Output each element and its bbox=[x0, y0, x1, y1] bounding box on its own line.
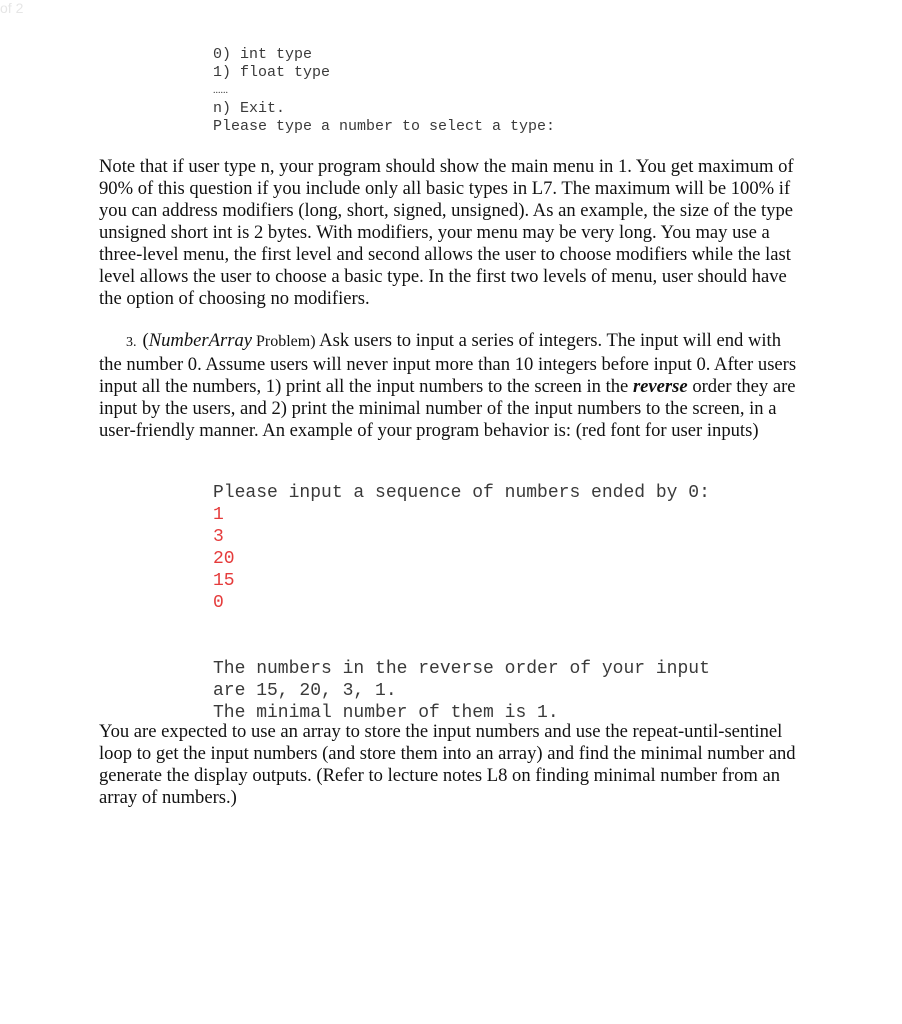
expectation-paragraph: You are expected to use an array to store the input numbers and use the repeat-until-sentinel loop to get the input numbers (and store them into an array) and find the minimal number and generate the display outputs. (Refer to lecture notes L8 on finding minimal number from an array of numbers.) bbox=[99, 721, 796, 808]
menu-item-float: 1) float type bbox=[213, 64, 331, 81]
example-blank-line bbox=[213, 636, 710, 658]
menu-item-int: 0) int type bbox=[213, 46, 313, 63]
example-output-line: The minimal number of them is 1. bbox=[213, 703, 559, 723]
problem-emphasis: reverse bbox=[632, 376, 688, 397]
menu-ellipsis: ...... bbox=[213, 85, 228, 96]
example-output-line: The numbers in the reverse order of your input bbox=[213, 659, 710, 679]
problem-number: 3. bbox=[126, 335, 137, 350]
problem-text-part1: Ask users to input a series of integers. The input will end with the number 0. Assume users will never input more than 10 integers before input 0. After users input all the numbers, 1) print all the input numbers to the screen in the bbox=[99, 330, 797, 397]
example-input-line: 15 bbox=[213, 571, 235, 591]
menu-prompt: Please type a number to select a type: bbox=[213, 118, 556, 135]
example-input-line: 3 bbox=[213, 527, 224, 547]
problem-text-part2: order they are input by the users, and 2) print the minimal number of the input numbers to the screen, in a user-friendly manner. An example of your program behavior is: (red font for user inputs) bbox=[99, 376, 796, 441]
example-blank-line bbox=[213, 614, 710, 636]
problem-title: NumberArray bbox=[148, 330, 252, 351]
note-paragraph: Note that if user type n, your program should show the main menu in 1. You get maximum of 90% of this question if you include only all basic types in L7. The maximum will be 100% if you can address modifiers (long, short, signed, unsigned). As an example, the size of the type unsigned short int is 2 bytes. With modifiers, your menu may be very long. You may use a three-level menu, the first level and second allows the user to choose modifiers while the last level allows the user to choose a basic type. In the first two levels of menu, user should have the option of choosing no modifiers. bbox=[99, 156, 794, 309]
example-output-line: are 15, 20, 3, 1. bbox=[213, 681, 397, 701]
example-prompt: Please input a sequence of numbers ended by 0: bbox=[213, 483, 710, 503]
problem-title-suffix: Problem) bbox=[252, 333, 316, 350]
example-input-line: 1 bbox=[213, 505, 224, 525]
example-input-line: 20 bbox=[213, 549, 235, 569]
example-input-line: 0 bbox=[213, 593, 224, 613]
menu-code-block bbox=[213, 46, 555, 136]
problem-open-paren: ( bbox=[142, 330, 149, 351]
menu-item-exit: n) Exit. bbox=[213, 100, 286, 117]
page-number-label: of 2 bbox=[0, 0, 24, 16]
problem-3-paragraph bbox=[99, 330, 799, 442]
example-output-block bbox=[213, 482, 710, 724]
